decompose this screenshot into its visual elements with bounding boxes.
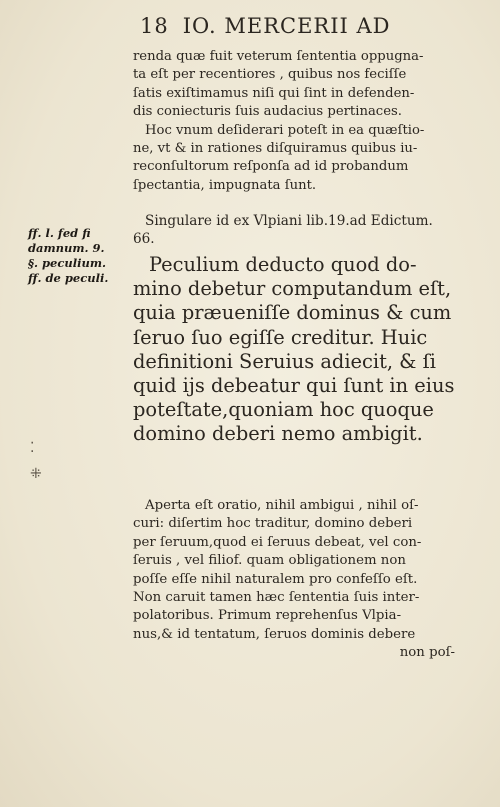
bleed-through-mark: ⁚	[30, 440, 35, 456]
text-line: ta eſt per recentiores , quibus nos feciſſe	[133, 67, 407, 83]
text-line: renda quæ fuit veterum ſententia oppugna-	[133, 49, 424, 64]
quote-line: Peculium deducto quod do-	[149, 253, 417, 276]
margin-note-line: §. peculium.	[28, 256, 107, 270]
text-line: poſſe eſſe nihil naturalem pro confeſſo eſt.	[133, 571, 418, 587]
quote-line: domino deberi nemo ambigit.	[133, 422, 423, 446]
quote-line: poteſtate,quoniam hoc quoque	[133, 398, 434, 422]
text-line: Hoc vnum deſiderari poteſt in ea quæſtio-	[145, 122, 425, 138]
catchword: non poſ-	[399, 645, 455, 661]
text-line: nus,& id tentatum, ſeruos dominis debere	[133, 626, 416, 642]
page-number: 18	[140, 14, 169, 38]
citation	[133, 212, 473, 248]
quote-line: quid ijs debeatur qui ſunt in eius	[133, 374, 455, 398]
text-line: curi: diſertim hoc traditur, domino deberi	[133, 516, 413, 532]
quote-line: definitioni Seruius adiecit, & ſi	[133, 349, 436, 373]
running-title: IO. MERCERII AD	[182, 14, 391, 38]
commentary-paragraph	[133, 497, 473, 663]
quote-line: mino debetur computandum eſt,	[133, 277, 452, 301]
text-line: ſatis exiſtimamus niſi qui ſint in defenden-	[133, 85, 415, 101]
text-line: reconſultorum reſponſa ad id probandum	[133, 159, 409, 175]
citation-line: Singulare id ex Vlpiani lib.19.ad Edictum.	[145, 213, 433, 229]
opening-paragraph	[133, 48, 473, 195]
text-line: dis coniecturis ſuis audacius pertinaces.	[133, 104, 402, 120]
margin-note	[28, 226, 128, 286]
text-line: ſeruis , vel filiof. quam obligationem non	[133, 553, 406, 569]
margin-note-line: damnum. 9.	[28, 241, 105, 255]
margin-note-line: ff. l. fed fi	[28, 226, 91, 240]
running-header	[140, 14, 470, 38]
text-line: per ſeruum,quod ei ſeruus debeat, vel con-	[133, 534, 422, 550]
citation-line: 66.	[133, 231, 155, 248]
text-line: Aperta eſt oratio, nihil ambigui , nihil oſ-	[145, 498, 419, 513]
text-line: Non caruit tamen hæc ſententia ſuis inter-	[133, 590, 420, 606]
quote-line: ſeruo ſuo egiſſe creditur. Huic	[133, 325, 428, 349]
margin-note-line: ff. de peculi.	[28, 271, 109, 285]
quoted-passage	[133, 253, 473, 447]
text-line: ſpectantia, impugnata ſunt.	[133, 177, 317, 193]
text-line: ne, vt & in rationes diſquiramus quibus iu-	[133, 141, 418, 157]
text-line: polatoribus. Primum reprehenſus Vlpia-	[133, 608, 402, 624]
bleed-through-mark: ⁜	[30, 466, 42, 482]
quote-line: quia præueniſſe dominus & cum	[133, 301, 452, 325]
